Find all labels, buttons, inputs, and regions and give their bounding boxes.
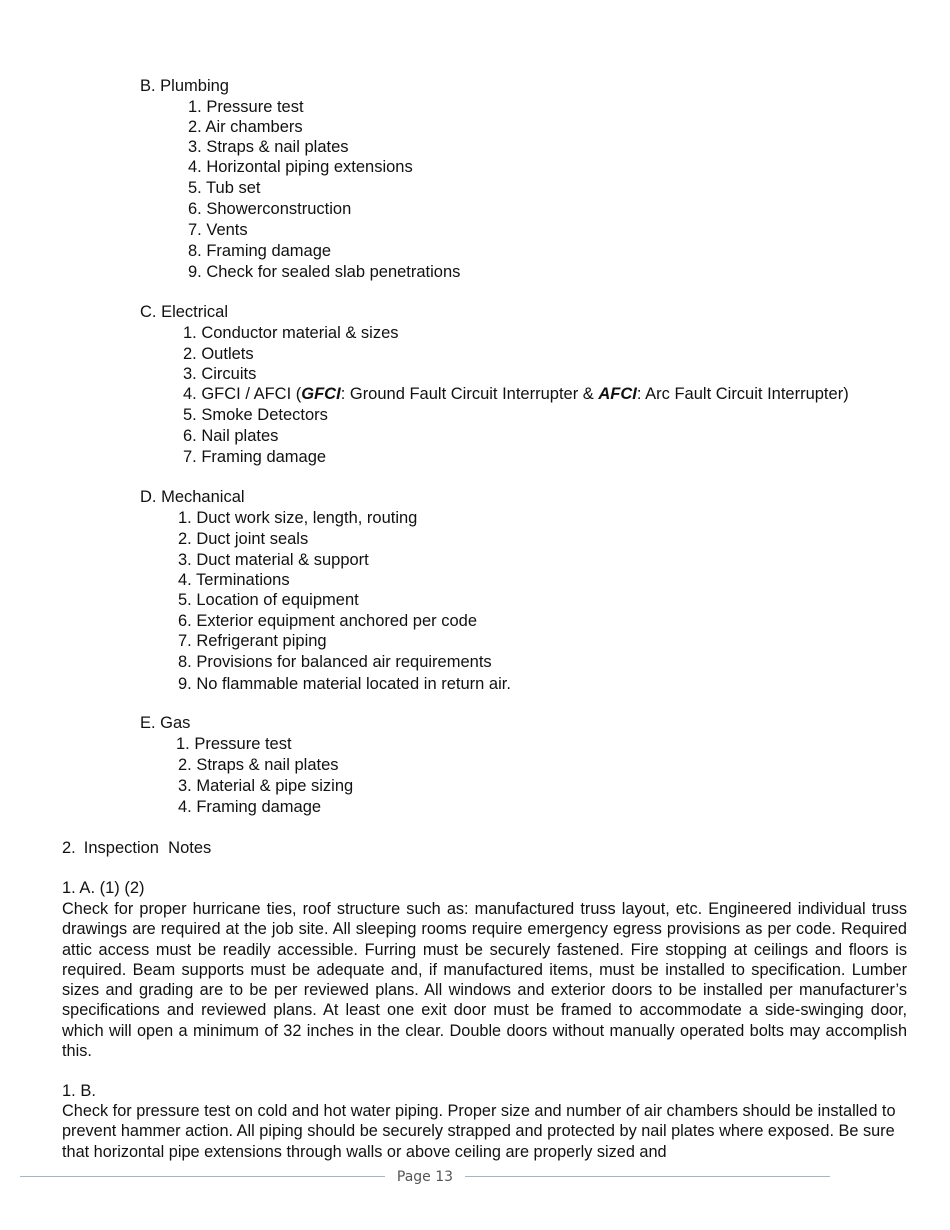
- list-item: 3. Straps & nail plates: [188, 138, 349, 156]
- list-item: 7. Vents: [188, 221, 248, 239]
- notes-title: Inspection Notes: [83, 839, 212, 857]
- list-item: 8. Provisions for balanced air requirements: [178, 653, 492, 671]
- list-item: 2. Duct joint seals: [178, 530, 309, 548]
- notes-heading: [62, 838, 211, 858]
- paragraph-text: Check for proper hurricane ties, roof structure such as: manufactured truss layout, etc. Engineered individual truss drawings are required at the job site. All sleeping rooms require emergency egress provisions as per code. Required attic access must be readily accessible. Furring must be securely fastened. Fire stopping at ceilings and floors is required. Beam supports must be adequate and, if manufactured items, must be installed to specification. Lumber sizes and grading are to be per reviewed plans. All windows and exterior doors to be installed per manufacturer’s specifications and reviewed plans. At least one exit door must be framed to accommodate a side-swinging door, which will open a minimum of 32 inches in the clear. Double doors without manually operated bolts may accomplish this.: [62, 900, 907, 1061]
- list-item: 4. Framing damage: [178, 798, 322, 816]
- gfci-term: GFCI: [301, 385, 341, 403]
- list-item: 3. Circuits: [183, 365, 257, 383]
- paragraph-label: 1. B.: [62, 1082, 96, 1100]
- list-item: 6. Exterior equipment anchored per code: [178, 612, 478, 630]
- list-item: 4. Terminations: [178, 571, 290, 589]
- list-item: 4. Horizontal piping extensions: [188, 158, 413, 176]
- section-heading-gas: E. Gas: [140, 714, 191, 732]
- paragraph-label: 1. A. (1) (2): [62, 879, 145, 897]
- page-number: Page 13: [396, 1169, 454, 1185]
- list-item: 2. Air chambers: [188, 118, 303, 136]
- list-item-gfci-afci: [183, 384, 849, 404]
- list-item: 2. Straps & nail plates: [178, 756, 339, 774]
- afci-term: AFCI: [598, 385, 637, 403]
- list-item: 8. Framing damage: [188, 242, 332, 260]
- list-item: 2. Outlets: [183, 345, 254, 363]
- list-item: 1. Pressure test: [176, 735, 292, 753]
- list-item: 1. Pressure test: [188, 98, 304, 116]
- list-item: 3. Material & pipe sizing: [178, 777, 354, 795]
- list-item: 6. Showerconstruction: [188, 200, 352, 218]
- list-item: 1. Duct work size, length, routing: [178, 509, 418, 527]
- footer-rule-left: [20, 1176, 385, 1177]
- gfci-afci-label: 4. GFCI / AFCI (: [183, 385, 302, 403]
- list-item: 5. Tub set: [188, 179, 261, 197]
- list-item: 5. Location of equipment: [178, 591, 359, 609]
- paragraph-text: Check for pressure test on cold and hot water piping. Proper size and number of air chambers should be installed to prevent hammer action. All piping should be securely strapped and protected by nail plates where exposed. Be sure that horizontal pipe extensions through walls or above ceiling are properly sized and: [62, 1102, 896, 1161]
- list-item: 9. Check for sealed slab penetrations: [188, 263, 461, 281]
- section-heading-electrical: C. Electrical: [140, 303, 229, 321]
- list-item: 6. Nail plates: [183, 427, 279, 445]
- section-heading-plumbing: B. Plumbing: [140, 77, 229, 95]
- list-item: 9. No flammable material located in return air.: [178, 675, 511, 693]
- notes-number: 2.: [62, 839, 76, 857]
- footer-rule-right: [465, 1176, 830, 1177]
- list-item: 1. Conductor material & sizes: [183, 324, 399, 342]
- list-item: 7. Refrigerant piping: [178, 632, 327, 650]
- list-item: 5. Smoke Detectors: [183, 406, 328, 424]
- afci-definition: : Arc Fault Circuit Interrupter): [636, 385, 849, 403]
- list-item: 7. Framing damage: [183, 448, 327, 466]
- list-item: 3. Duct material & support: [178, 551, 369, 569]
- gfci-definition: : Ground Fault Circuit Interrupter &: [340, 385, 599, 403]
- section-heading-mechanical: D. Mechanical: [140, 488, 245, 506]
